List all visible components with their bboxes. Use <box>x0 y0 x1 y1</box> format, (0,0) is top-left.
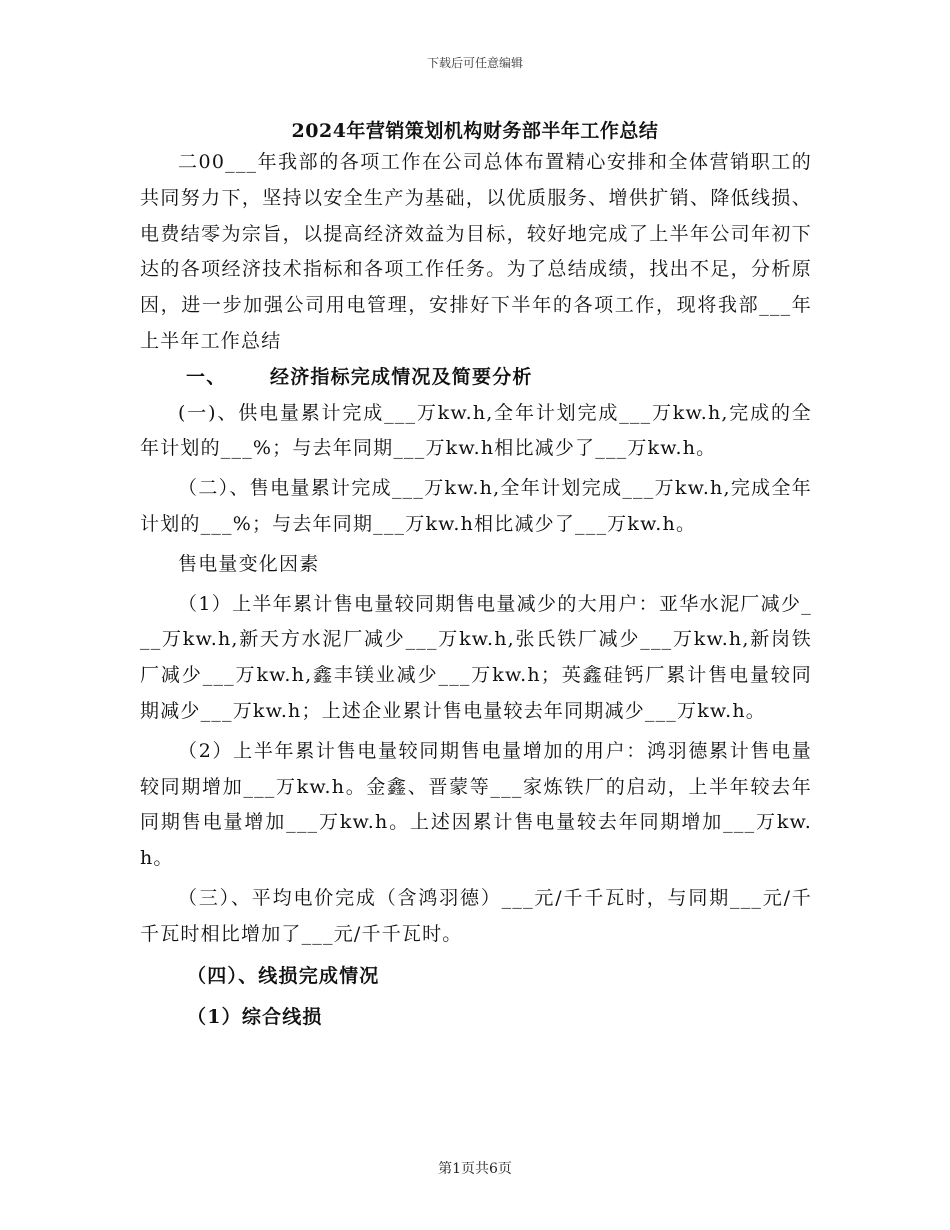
section-number: 一、 <box>186 365 227 388</box>
supply-paragraph: (一)、供电量累计完成___万kw.h,全年计划完成___万kw.h,完成的全年计划的___%；与去年同期___万kw.h相比减少了___万kw.h。 <box>140 401 812 460</box>
document-title: 2024年营销策划机构财务部半年工作总结 <box>291 120 659 142</box>
intro-paragraph: 二00___年我部的各项工作在公司总体布置精心安排和全体营销职工的共同努力下，坚持以安全生产为基础，以优质服务、增供扩销、降低线损、电费结零为宗旨，以提高经济效益为目标，较好地完成了上半年公司年初下达的各项经济技术指标和各项工作任务。为了总结成绩，找出不足，分析原因，进一步加强公司用电管理，安排好下半年的各项工作，现将我部___年上半年工作总结 <box>140 151 812 352</box>
decrease-paragraph: （1）上半年累计售电量较同期售电量减少的大用户：亚华水泥厂减少___万kw.h,新天方水泥厂减少___万kw.h,张氏铁厂减少___万kw.h,新岗铁厂减少___万kw.h,鑫丰镁业减少___万kw.h；英鑫硅钙厂累计售电量较同期减少___万kw.h；上述企业累计售电量较去年同期减少___万kw.h。 <box>140 592 812 722</box>
sales-factors-label: 售电量变化因素 <box>178 552 320 575</box>
price-paragraph: （三）、平均电价完成（含鸿羽德）___元/千千瓦时，与同期___元/千千瓦时相比增加了___元/千千瓦时。 <box>140 886 812 945</box>
page-number-footer: 第1页共6页 <box>438 1161 512 1177</box>
header-note: 下载后可任意编辑 <box>426 56 523 70</box>
increase-paragraph: （2）上半年累计售电量较同期售电量增加的用户：鸿羽德累计售电量较同期增加___万kw.h。金鑫、晋蒙等___家炼铁厂的启动，上半年较去年同期售电量增加___万kw.h。上述因累计售电量较去年同期增加___万kw.h。 <box>140 739 812 870</box>
overall-loss-heading: （1）综合线损 <box>187 1006 323 1029</box>
document-body <box>140 145 812 1036</box>
sales-paragraph: （二）、售电量累计完成___万kw.h,全年计划完成___万kw.h,完成全年计划的___%；与去年同期___万kw.h相比减少了___万kw.h。 <box>140 477 812 535</box>
section-title: 经济指标完成情况及简要分析 <box>270 365 533 388</box>
line-loss-heading: （四）、线损完成情况 <box>187 964 380 987</box>
section-heading-1 <box>140 360 812 396</box>
